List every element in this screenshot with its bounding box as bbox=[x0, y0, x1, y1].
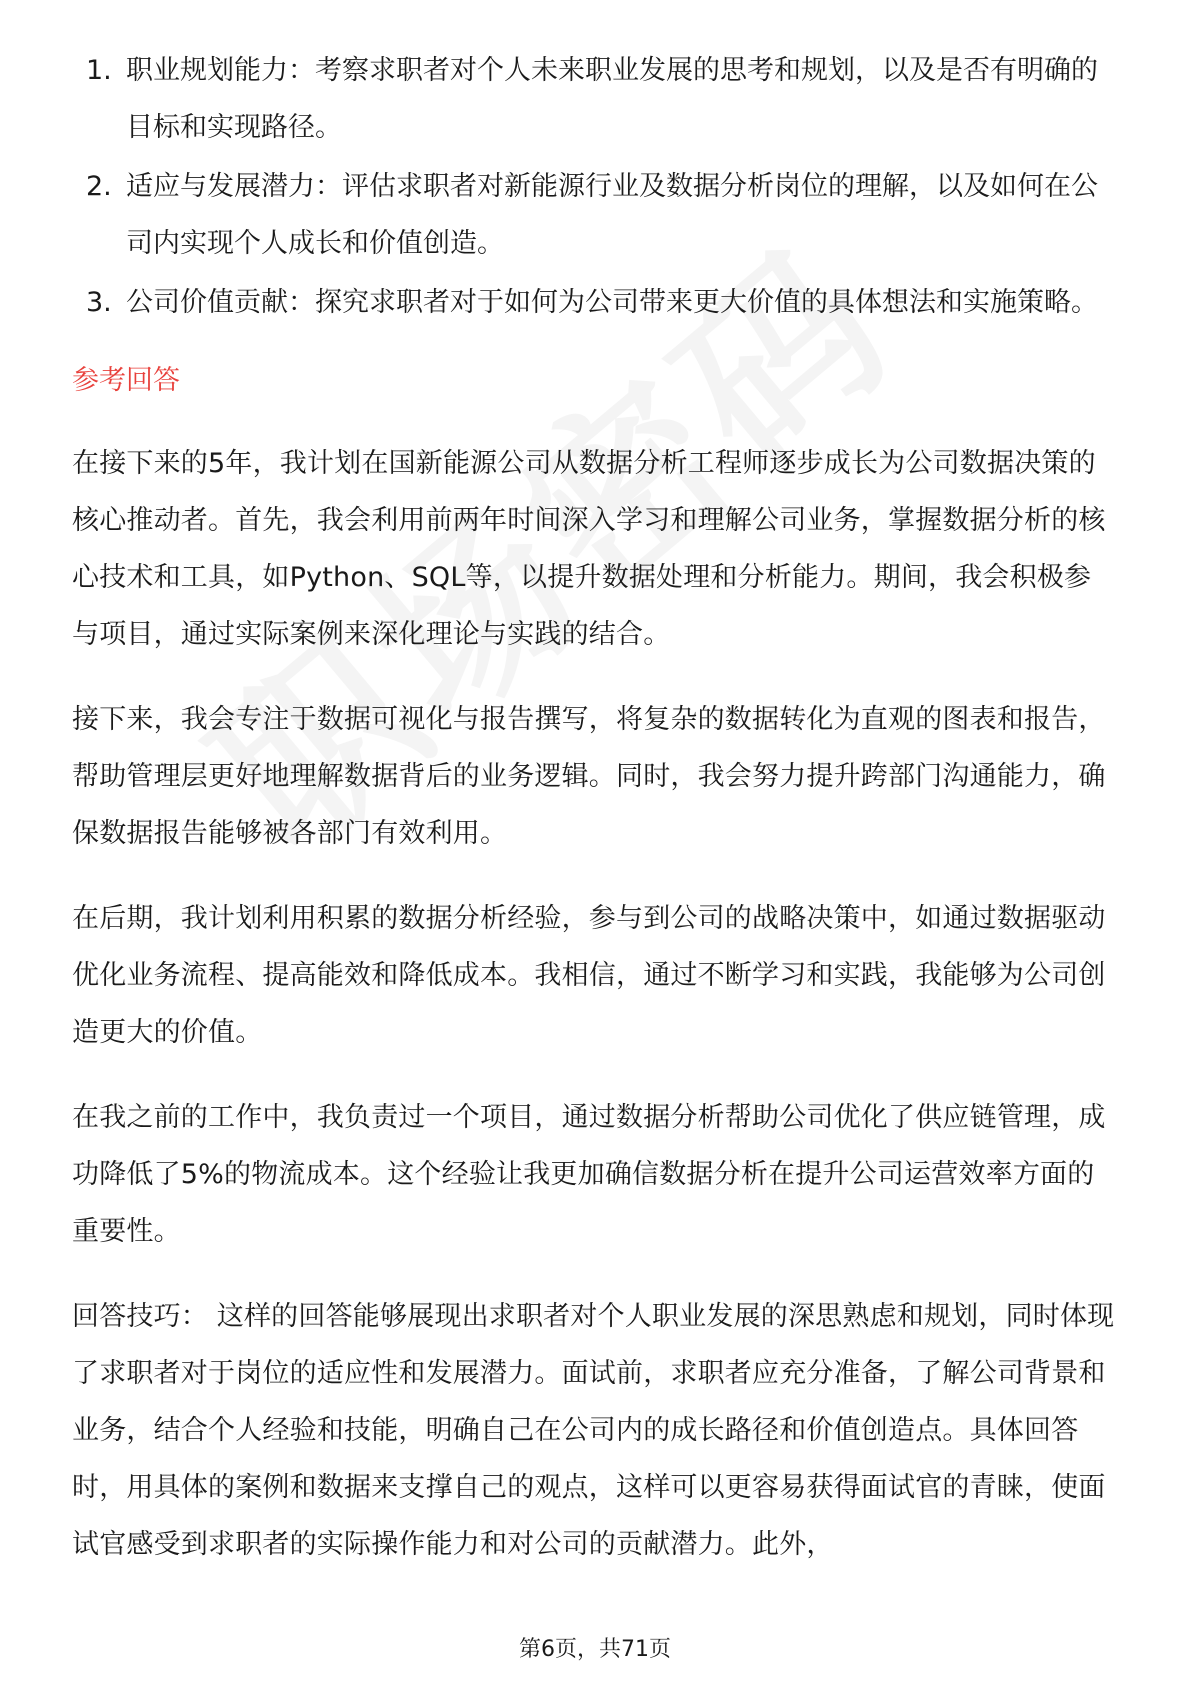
answer-paragraph: 接下来，我会专注于数据可视化与报告撰写，将复杂的数据转化为直观的图表和报告，帮助管理层更好地理解数据背后的业务逻辑。同时，我会努力提升跨部门沟通能力，确保数据报告能够被各部门有效利用。 bbox=[72, 704, 1106, 849]
list-item-text: 职业规划能力：考察求职者对个人未来职业发展的思考和规划，以及是否有明确的目标和实现路径。 bbox=[126, 55, 1098, 143]
section-title: 参考回答 bbox=[72, 365, 180, 396]
page-footer: 第6页，共71页 bbox=[519, 1637, 671, 1662]
answer-paragraph: 在接下来的5年，我计划在国新能源公司从数据分析工程师逐步成长为公司数据决策的核心推动者。首先，我会利用前两年时间深入学习和理解公司业务，掌握数据分析的核心技术和工具，如Python、SQL等，以提升数据处理和分析能力。期间，我会积极参与项目，通过实际案例来深化理论与实践的结合。 bbox=[72, 448, 1106, 650]
list-item-number: 1. bbox=[86, 55, 112, 86]
list-item-number: 2. bbox=[86, 171, 112, 202]
answer-tips-paragraph: 回答技巧： 这样的回答能够展现出求职者对个人职业发展的深思熟虑和规划，同时体现了求职者对于岗位的适应性和发展潜力。面试前，求职者应充分准备，了解公司背景和业务，结合个人经验和技能，明确自己在公司内的成长路径和价值创造点。具体回答时，用具体的案例和数据来支撑自己的观点，这样可以更容易获得面试官的青睐，使面试官感受到求职者的实际操作能力和对公司的贡献潜力。此外， bbox=[72, 1301, 1115, 1560]
list-item-number: 3. bbox=[86, 287, 112, 318]
list-item-text: 适应与发展潜力：评估求职者对新能源行业及数据分析岗位的理解，以及如何在公司内实现个人成长和价值创造。 bbox=[126, 171, 1098, 259]
list-item bbox=[72, 42, 1118, 156]
page-content bbox=[72, 42, 1118, 1601]
answer-paragraph: 在我之前的工作中，我负责过一个项目，通过数据分析帮助公司优化了供应链管理，成功降低了5%的物流成本。这个经验让我更加确信数据分析在提升公司运营效率方面的重要性。 bbox=[72, 1102, 1106, 1247]
answer-paragraph: 在后期，我计划利用积累的数据分析经验，参与到公司的战略决策中，如通过数据驱动优化业务流程、提高能效和降低成本。我相信，通过不断学习和实践，我能够为公司创造更大的价值。 bbox=[72, 903, 1106, 1048]
list-item bbox=[72, 158, 1118, 272]
list-item-text: 公司价值贡献：探究求职者对于如何为公司带来更大价值的具体想法和实施策略。 bbox=[126, 287, 1098, 318]
list-item bbox=[72, 274, 1118, 331]
criteria-list bbox=[72, 42, 1118, 331]
